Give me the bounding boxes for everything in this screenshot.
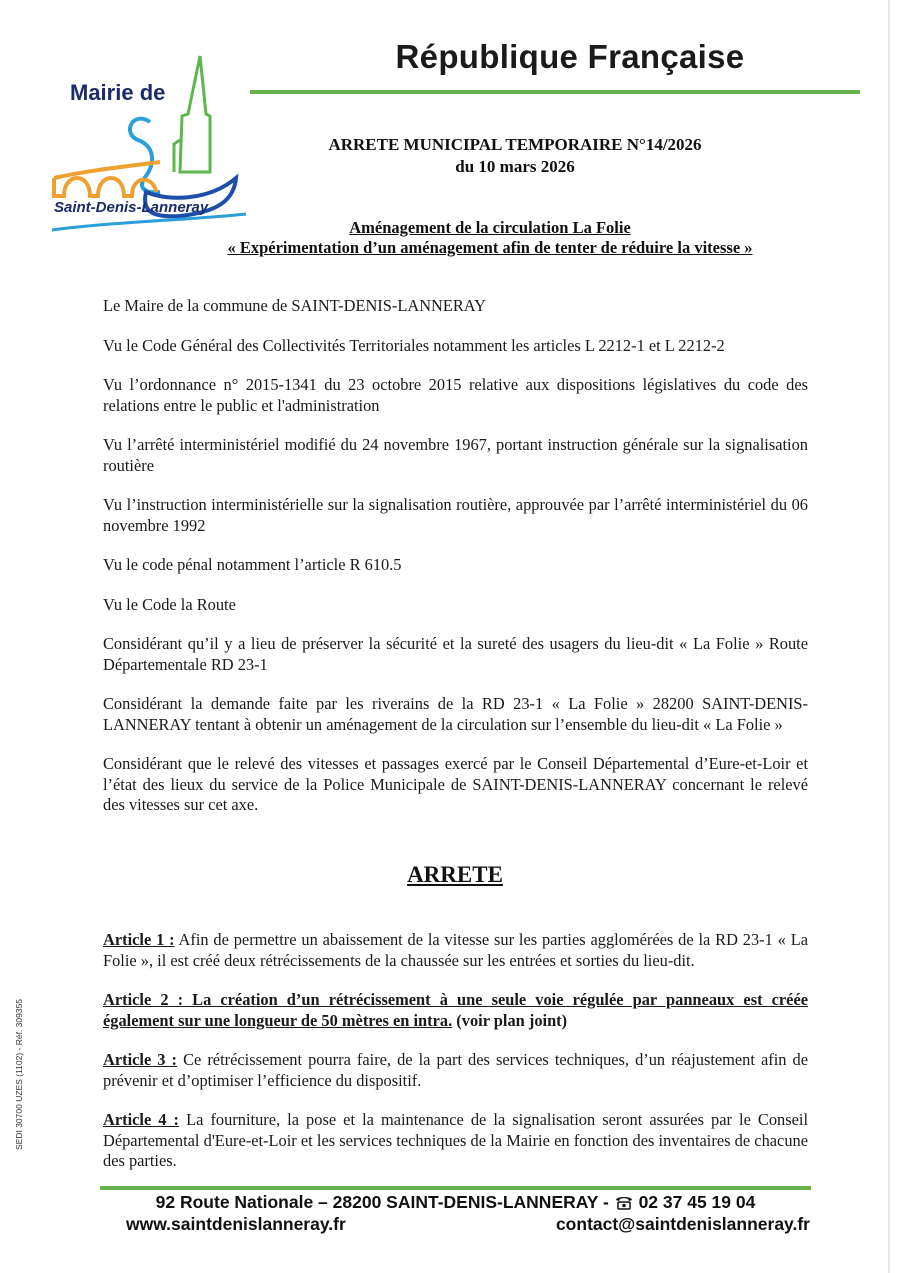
article-4 bbox=[103, 1110, 808, 1172]
arrete-number: ARRETE MUNICIPAL TEMPORAIRE N°14/2026 bbox=[328, 135, 702, 154]
footer-address-line bbox=[100, 1192, 811, 1213]
article-text-bold: La création d’un rétrécissement à une seule voie régulée par panneaux est créée également sur une longueur de 50 mètres en intra. bbox=[103, 990, 808, 1030]
page-edge bbox=[888, 0, 890, 1273]
preamble-paragraph: Considérant la demande faite par les riverains de la RD 23-1 « La Folie » 28200 SAINT-DENIS-LANNERAY tentant à obtenir un aménagement de la circulation sur l’ensemble du lieu-dit « La Folie » bbox=[103, 694, 808, 734]
preamble-paragraph: Vu le code pénal notamment l’article R 610.5 bbox=[103, 555, 402, 574]
article-label: Article 2 : bbox=[103, 990, 184, 1009]
logo-text-mairie: Mairie de bbox=[70, 80, 166, 105]
preamble-paragraph: Considérant que le relevé des vitesses et passages exercé par le Conseil Départemental d’Eure-et-Loir et l’état des lieux du service de la Police Municipale de SAINT-DENIS-LANNERAY concernant le relevé des vitesses sur cet axe. bbox=[103, 754, 808, 814]
preamble-paragraph: Vu le Code Général des Collectivités Territoriales notamment les articles L 2212-1 et L 2212-2 bbox=[103, 335, 725, 355]
footer-address: 92 Route Nationale – 28200 SAINT-DENIS-LANNERAY - bbox=[155, 1192, 614, 1212]
side-reference: SEDI 30700 UZES (1102) - Réf. 309355 bbox=[14, 998, 24, 1150]
arrete-subject bbox=[180, 218, 800, 258]
subject-line-2: « Expérimentation d’un aménagement afin de tenter de réduire la vitesse » bbox=[227, 238, 753, 257]
article-text-tail: (voir plan joint) bbox=[452, 1010, 568, 1030]
article-3 bbox=[103, 1050, 808, 1091]
preamble-paragraph: Considérant qu’il y a lieu de préserver la sécurité et la sureté des usagers du lieu-dit « La Folie » Route Départementale RD 23-1 bbox=[103, 634, 808, 674]
arrete-date: du 10 mars 2026 bbox=[455, 157, 575, 176]
article-label: Article 3 : bbox=[103, 1050, 178, 1069]
phone-icon bbox=[614, 1194, 634, 1210]
article-label: Article 1 : bbox=[103, 930, 175, 949]
footer-phone: 02 37 45 19 04 bbox=[633, 1192, 756, 1212]
article-text: Ce rétrécissement pourra faire, de la part des services techniques, d’un réajustement afin de prévenir et d’optimiser l’efficience du dispositif. bbox=[103, 1050, 809, 1090]
articles-list bbox=[103, 930, 808, 1191]
subject-line-1: Aménagement de la circulation La Folie bbox=[349, 218, 631, 237]
logo-text-commune: Saint-Denis-Lanneray bbox=[54, 199, 209, 216]
country-title: République Française bbox=[395, 38, 745, 75]
footer-rule bbox=[100, 1186, 811, 1190]
preamble-paragraph: Vu le Code la Route bbox=[103, 594, 236, 614]
article-label: Article 4 : bbox=[103, 1110, 180, 1129]
mairie-logo bbox=[50, 52, 255, 237]
article-2 bbox=[103, 990, 808, 1031]
footer-website[interactable]: www.saintdenislanneray.fr bbox=[126, 1214, 346, 1234]
preamble-paragraph: Le Maire de la commune de SAINT-DENIS-LANNERAY bbox=[103, 296, 486, 315]
header-rule bbox=[250, 90, 860, 94]
article-text: Afin de permettre un abaissement de la vitesse sur les parties agglomérées de la RD 23-1 « La Folie », il est créé deux rétrécissements de la chaussée sur les entrées et sorties du lieu-dit. bbox=[103, 930, 808, 970]
decision-heading: ARRETE bbox=[407, 862, 503, 887]
article-text: La fourniture, la pose et la maintenance de la signalisation seront assurées par le Conseil Départemental d'Eure-et-Loir et les services techniques de la Mairie en fonction des inventaires de chacune des parties. bbox=[103, 1110, 809, 1170]
arrete-header bbox=[270, 134, 760, 178]
preamble bbox=[103, 296, 808, 835]
footer-email[interactable]: contact@saintdenislanneray.fr bbox=[555, 1214, 810, 1234]
preamble-paragraph: Vu l’arrêté interministériel modifié du 24 novembre 1967, portant instruction générale sur la signalisation routière bbox=[103, 435, 808, 475]
preamble-paragraph: Vu l’instruction interministérielle sur la signalisation routière, approuvée par l’arrêté interministériel du 06 novembre 1992 bbox=[103, 495, 808, 535]
article-1 bbox=[103, 930, 808, 971]
preamble-paragraph: Vu l’ordonnance n° 2015-1341 du 23 octobre 2015 relative aux dispositions législatives du code des relations entre le public et l'administration bbox=[103, 375, 808, 415]
